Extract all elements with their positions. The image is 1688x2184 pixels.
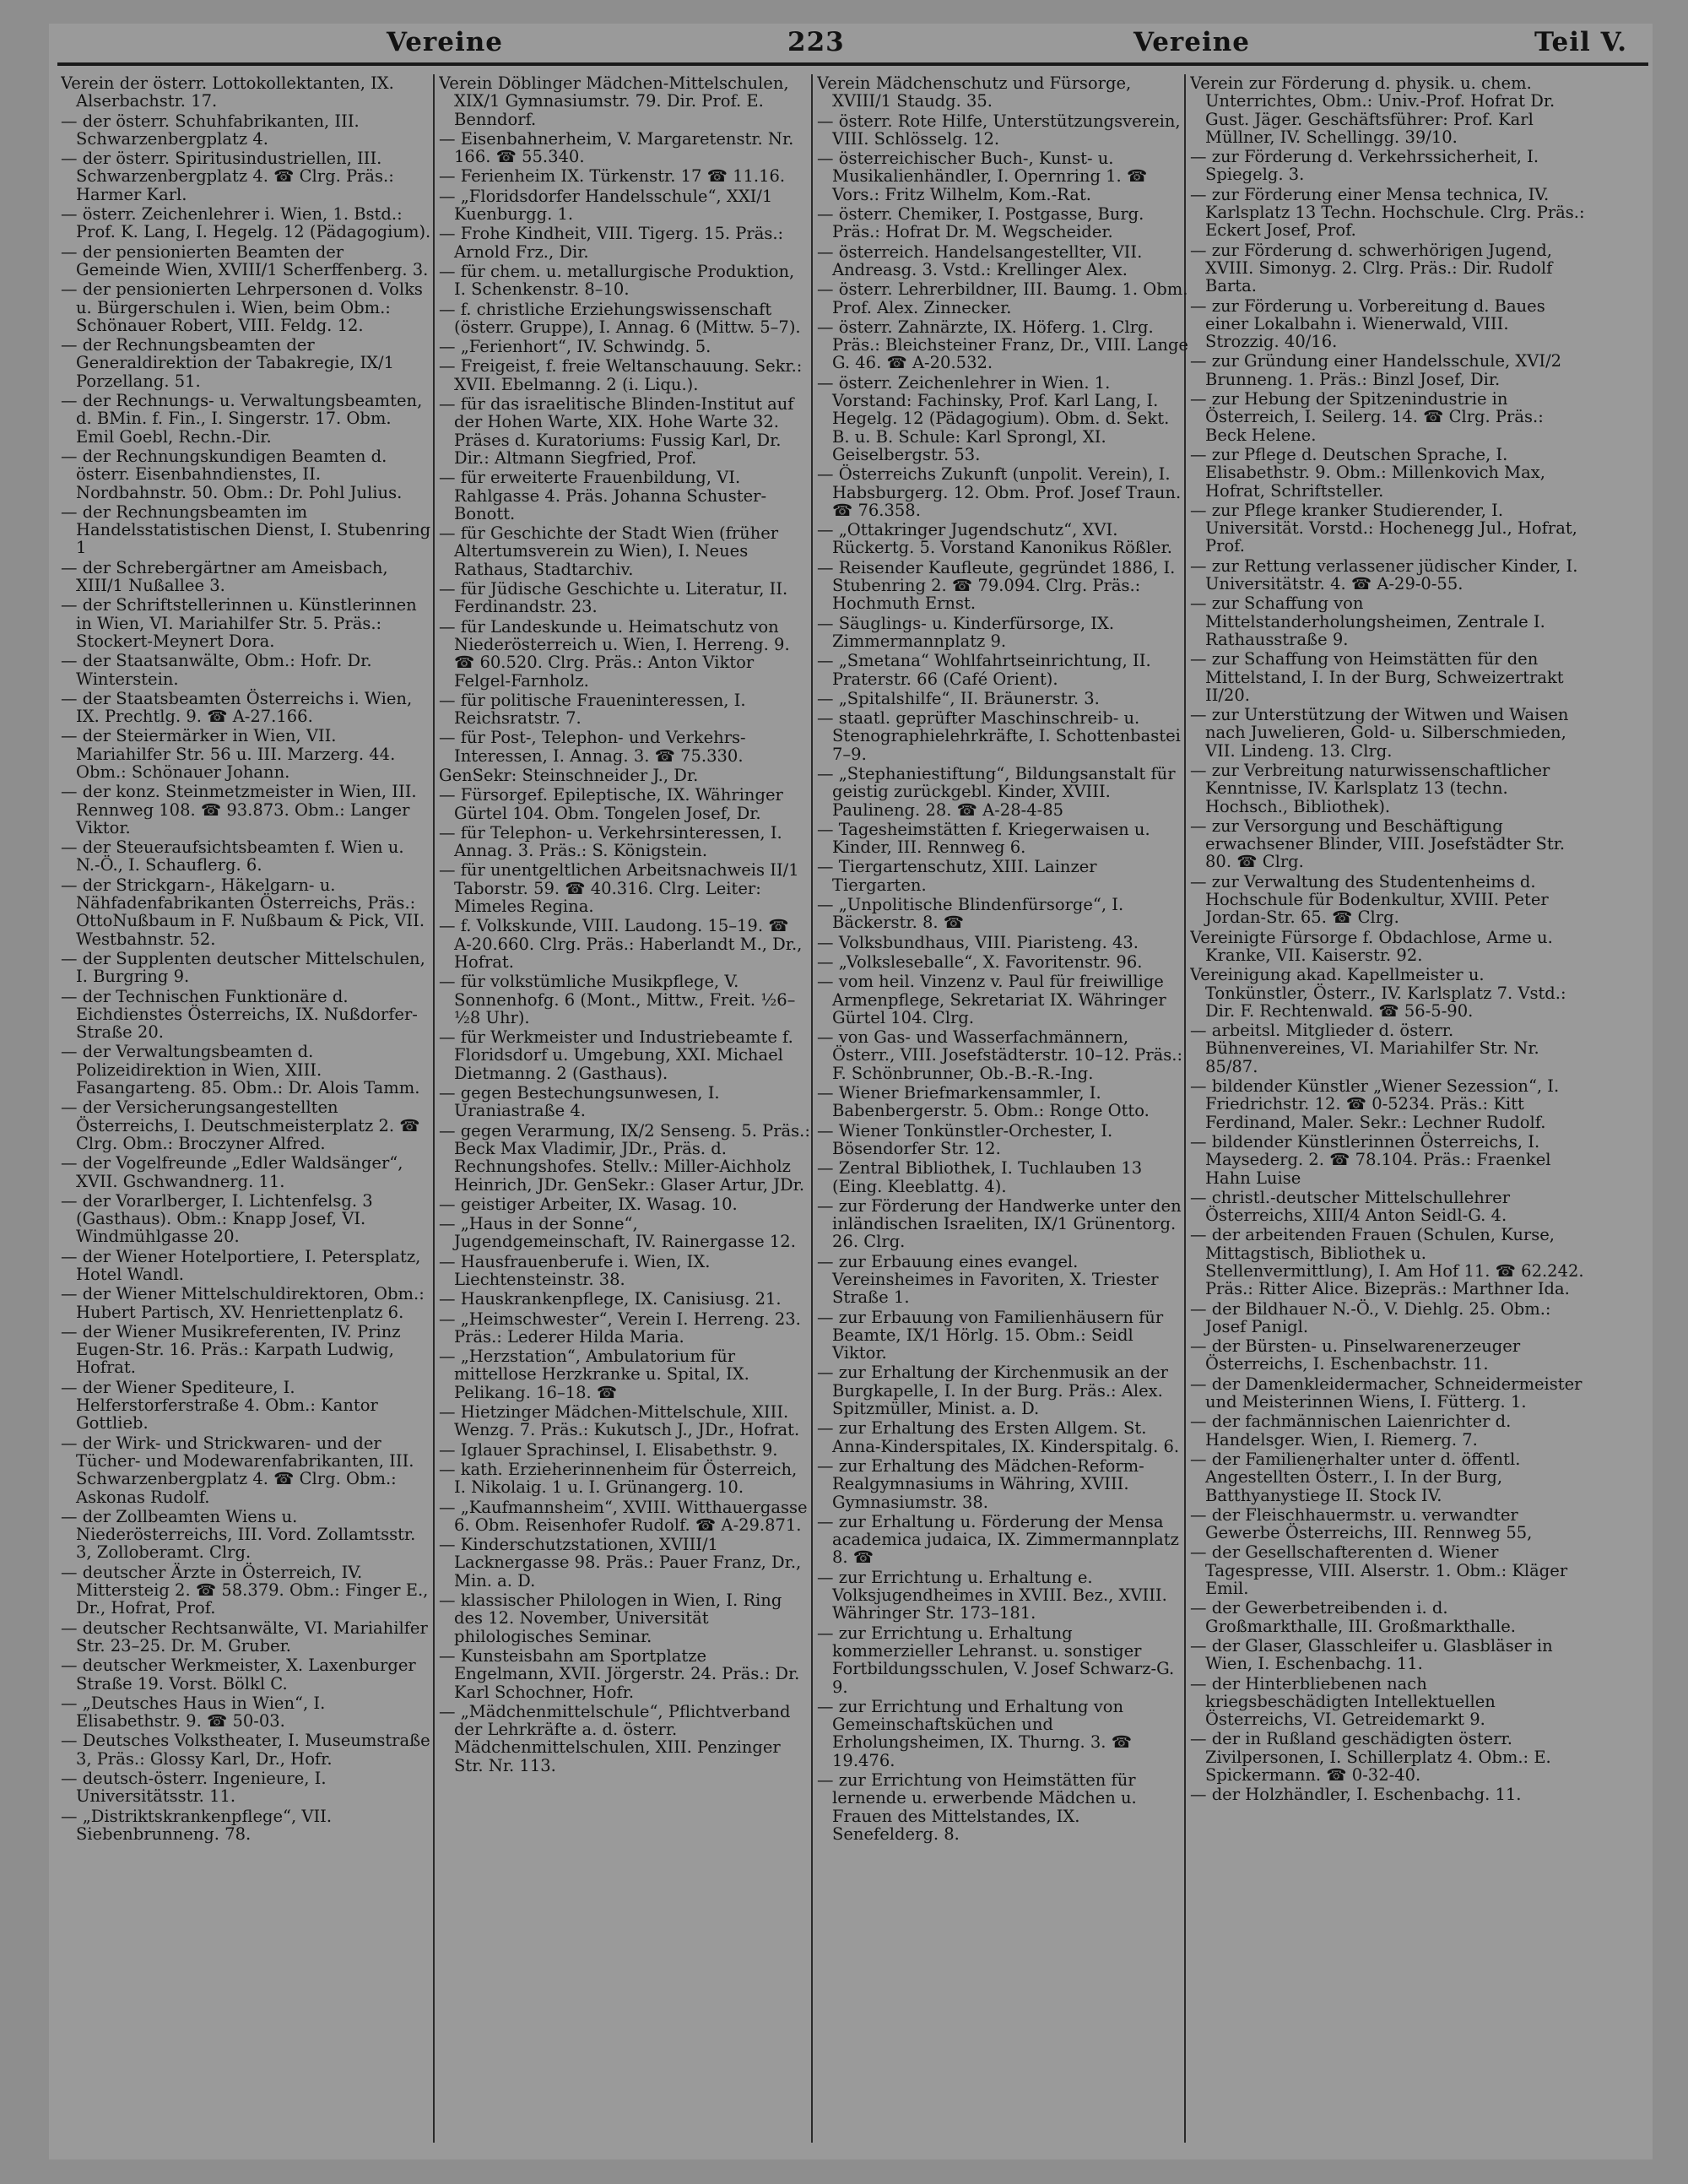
directory-entry: — Fürsorgef. Epileptische, IX. Währinger Gürtel 104. Obm. Tongelen Josef, Dr. xyxy=(439,785,783,823)
directory-entry: — für chem. u. metallurgische Produktion, I. Schenkenstr. 8–10. xyxy=(439,261,795,300)
directory-entry: — Hauskrankenpflege, IX. Canisiusg. 21. xyxy=(439,1289,782,1309)
directory-entry: — zur Erbauung eines evangel. Vereinsheimes in Favoriten, X. Triester Straße 1. xyxy=(817,1251,1159,1308)
directory-entry: — der Rechnungsbeamten im Handelsstatistischen Dienst, I. Stubenring 1 xyxy=(61,501,431,558)
directory-entry: — bildender Künstler „Wiener Sezession“, I. Friedrichstr. 12. ☎ 0-5234. Präs.: Kitt Ferdinand, Maler. Sekr.: Lechner Rudolf. xyxy=(1190,1076,1560,1132)
directory-entry: — arbeitsl. Mitglieder d. österr. Bühnenvereines, VI. Mariahilfer Str. Nr. 85/87. xyxy=(1190,1021,1539,1076)
directory-entry: — zur Förderung d. schwerhörigen Jugend, XVIII. Simonyg. 2. Clrg. Präs.: Dir. Rudolf Barta. xyxy=(1190,240,1553,296)
directory-entry: — Säuglings- u. Kinderfürsorge, IX. Zimmermannplatz 9. xyxy=(817,613,1115,651)
directory-entry: — österr. Lehrerbildner, III. Baumg. 1. Obm. Prof. Alex. Zinnecker. xyxy=(817,279,1188,317)
directory-entry: — zur Erhaltung des Mädchen-Reform-Realgymnasiums in Währing, XVIII. Gymnasiumstr. 38. xyxy=(817,1455,1144,1512)
directory-entry: — zur Verwaltung des Studentenheims d. Hochschule für Bodenkultur, XVIII. Peter Jordan-Str. 65. ☎ Clrg. xyxy=(1190,871,1549,928)
directory-entry: — der Wirk- und Strickwaren- und der Tücher- und Modewarenfabrikanten, III. Schwarzenbergplatz 4. ☎ Clrg. Obm.: Askonas Rudolf. xyxy=(61,1433,414,1507)
directory-entry: — der Supplenten deutscher Mittelschulen, I. Burgring 9. xyxy=(61,948,425,987)
directory-entry: — Tiergartenschutz, XIII. Lainzer Tiergarten. xyxy=(817,857,1097,895)
directory-entry: — für erweiterte Frauenbildung, VI. Rahlgasse 4. Präs. Johanna Schuster-Bonott. xyxy=(439,468,767,523)
directory-entry: — der Versicherungsangestellten Österreichs, I. Deutschmeisterplatz 2. ☎ Clrg. Obm.: Broczyner Alfred. xyxy=(61,1097,420,1153)
directory-entry: — zur Förderung d. Verkehrssicherheit, I. Spiegelg. 3. xyxy=(1190,147,1539,185)
directory-entry: — „Heimschwester“, Verein I. Herreng. 23. Präs.: Lederer Hilda Maria. xyxy=(439,1309,801,1347)
column-1 xyxy=(61,74,432,2143)
directory-entry: — der Familienerhalter unter d. öffentl. Angestellten Österr., I. In der Burg, Batthyanystiege II. Stock IV. xyxy=(1190,1449,1521,1505)
directory-entry: — „Kaufmannsheim“, XVIII. Witthauergasse 6. Obm. Reisenhofer Rudolf. ☎ A-29.871. xyxy=(439,1497,808,1535)
directory-entry: — der Wiener Musikreferenten, IV. Prinz Eugen-Str. 16. Präs.: Karpath Ludwig, Hofrat. xyxy=(61,1321,401,1378)
directory-entry: — Zentral Bibliothek, I. Tuchlauben 13 (Eing. Kleeblattg. 4). xyxy=(817,1158,1143,1196)
directory-entry: — österreichischer Buch-, Kunst- u. Musikalienhändler, I. Opernring 1. ☎ Vors.: Fritz Wilhelm, Kom.-Rat. xyxy=(817,149,1148,204)
directory-entry: — „Stephaniestiftung“, Bildungsanstalt für geistig zurückgebl. Kinder, XVIII. Paulineng. 28. ☎ A-28-4-85 xyxy=(817,763,1176,820)
directory-entry: — „Mädchenmittelschule“, Pflichtverband der Lehrkräfte a. d. österr. Mädchenmittelschulen, XIII. Penzinger Str. Nr. 113. xyxy=(439,1701,791,1775)
directory-entry: — der österr. Schuhfabrikanten, III. Schwarzenbergplatz 4. xyxy=(61,111,360,149)
directory-entry: — für Telephon- u. Verkehrsinteressen, I. Annag. 3. Präs.: S. Königstein. xyxy=(439,822,782,861)
directory-entry: — Kinderschutzstationen, XVIII/1 Lacknergasse 98. Präs.: Pauer Franz, Dr., Min. a. D. xyxy=(439,1535,802,1591)
directory-entry: — zur Erhaltung des Ersten Allgem. St. Anna-Kinderspitales, IX. Kinderspitalg. 6. xyxy=(817,1418,1180,1456)
directory-entry: — österreich. Handelsangestellter, VII. Andreasg. 3. Vstd.: Krellinger Alex. xyxy=(817,241,1143,279)
directory-entry: — „Unpolitische Blindenfürsorge“, I. Bäckerstr. 8. ☎ xyxy=(817,895,1124,933)
directory-entry: — Frohe Kindheit, VIII. Tigerg. 15. Präs.: Arnold Frz., Dir. xyxy=(439,224,784,262)
directory-entry: — Kunsteisbahn am Sportplatze Engelmann, XVII. Jörgerstr. 24. Präs.: Dr. Karl Schochner, Hofr. xyxy=(439,1645,800,1702)
directory-entry: — zur Schaffung von Heimstätten für den Mittelstand, I. In der Burg, Schweizertrakt II/20. xyxy=(1190,649,1564,705)
directory-entry: — für unentgeltlichen Arbeitsnachweis II/1 Taborstr. 59. ☎ 40.316. Clrg. Leiter: Mimeles Regina. xyxy=(439,860,799,917)
directory-entry: — der Zollbeamten Wiens u. Niederösterreichs, III. Vord. Zollamtsstr. 3, Zolloberamt. Clrg. xyxy=(61,1506,416,1563)
directory-entry: — Hietzinger Mädchen-Mittelschule, XIII. Wenzg. 7. Präs.: Kukutsch J., JDr., Hofrat. xyxy=(439,1402,800,1440)
directory-entry: — der Gewerbetreibenden i. d. Großmarkthalle, III. Großmarkthalle. xyxy=(1190,1598,1517,1636)
directory-entry: — Freigeist, f. freie Weltanschauung. Sekr.: XVII. Ebelmanng. 2 (i. Liqu.). xyxy=(439,356,803,394)
directory-entry: — für Werkmeister und Industriebeamte f. Floridsdorf u. Umgebung, XXI. Michael Dietmanng. 2 (Gasthaus). xyxy=(439,1027,793,1083)
directory-entry: — der Holzhändler, I. Eschenbachg. 11. xyxy=(1190,1785,1522,1805)
directory-entry: — zur Verbreitung naturwissenschaftlicher Kenntnisse, IV. Karlsplatz 13 (techn. Hochsch., Bibliothek). xyxy=(1190,760,1550,816)
directory-entry: — zur Errichtung u. Erhaltung kommerzieller Lehranst. u. sonstiger Fortbildungsschulen, V. Josef Schwarz-G. 9. xyxy=(817,1623,1175,1697)
directory-entry: — der pensionierten Beamten der Gemeinde Wien, XVIII/1 Scherffenberg. 3. xyxy=(61,241,429,279)
directory-entry: — deutsch-österr. Ingenieure, I. Universitätsstr. 11. xyxy=(61,1769,327,1807)
directory-entry: — österr. Zeichenlehrer in Wien. 1. Vorstand: Fachinsky, Prof. Karl Lang, I. Hegelg. 12 (Pädagogium). Obm. d. Sekt. B. u. B. Schule: Karl Sprongl, XI. Geiselbergstr. 53. xyxy=(817,372,1170,464)
directory-entry: — Tagesheimstätten f. Kriegerwaisen u. Kinder, III. Rennweg 6. xyxy=(817,819,1150,858)
directory-entry: — der Wiener Hotelportiere, I. Petersplatz, Hotel Wandl. xyxy=(61,1246,421,1284)
directory-entry: — geistiger Arbeiter, IX. Wasag. 10. xyxy=(439,1194,738,1214)
directory-entry: — zur Gründung einer Handelsschule, XVI/2 Brunneng. 1. Präs.: Binzl Josef, Dir. xyxy=(1190,351,1562,389)
directory-entry: — für das israelitische Blinden-Institut auf der Hohen Warte, XIX. Hohe Warte 32. Präses d. Kuratoriums: Fussig Karl, Dr. Dir.: Altmann Siegfried, Prof. xyxy=(439,394,794,468)
directory-entry: — der pensionierten Lehrpersonen d. Volks u. Bürgerschulen i. Wien, beim Obm.: Schönauer Robert, VIII. Feldg. 12. xyxy=(61,279,423,335)
directory-entry: — zur Errichtung von Heimstätten für lernende u. erwerbende Mädchen u. Frauen des Mittelstandes, IX. Senefelderg. 8. xyxy=(817,1770,1137,1844)
directory-entry: — der Schrebergärtner am Ameisbach, XIII/1 Nußallee 3. xyxy=(61,557,388,596)
directory-entry: — zur Errichtung und Erhaltung von Gemeinschaftsküchen und Erholungsheimen, IX. Thurng. 3. ☎ 19.476. xyxy=(817,1696,1132,1770)
directory-entry: — zur Rettung verlassener jüdischer Kinder, I. Universitätstr. 4. ☎ A-29-0-55. xyxy=(1190,555,1578,594)
directory-entry: — der Schriftstellerinnen u. Künstlerinnen in Wien, VI. Mariahilfer Str. 5. Präs.: Stockert-Meynert Dora. xyxy=(61,595,417,651)
directory-entry: — der Strickgarn-, Häkelgarn- u. Nähfadenfabrikanten Österreichs, Präs.: OttoNußbaum in F. Nußbaum & Pick, VII. Westbahnstr. 52. xyxy=(61,875,425,949)
column-4 xyxy=(1190,74,1587,2143)
directory-entry: — der Steiermärker in Wien, VII. Mariahilfer Str. 56 u. III. Marzerg. 44. Obm.: Schönauer Johann. xyxy=(61,726,396,782)
directory-entry: — der Bürsten- u. Pinselwarenerzeuger Österreichs, I. Eschenbachstr. 11. xyxy=(1190,1336,1521,1374)
directory-entry: — der arbeitenden Frauen (Schulen, Kurse, Mittagstisch, Bibliothek u. Stellenvermittlung), I. Am Hof 11. ☎ 62.242. Präs.: Ritter Alice. Bizepräs.: Marthner Ida. xyxy=(1190,1225,1584,1299)
directory-entry: — Ferienheim IX. Türkenstr. 17 ☎ 11.16. xyxy=(439,166,786,187)
directory-page xyxy=(49,24,1653,2160)
directory-entry: — „Floridsdorfer Handelsschule“, XXI/1 Kuenburgg. 1. xyxy=(439,186,773,225)
directory-entry: — deutscher Werkmeister, X. Laxenburger Straße 19. Vorst. Bölkl C. xyxy=(61,1656,416,1694)
directory-entry: — der Rechnungsbeamten der Generaldirektion der Tabakregie, IX/1 Porzellang. 51. xyxy=(61,335,395,391)
directory-entry: — „Volksleseballe“, X. Favoritenstr. 96. xyxy=(817,951,1143,972)
directory-entry: — für Jüdische Geschichte u. Literatur, II. Ferdinandstr. 23. xyxy=(439,579,788,617)
directory-entry: — der Wiener Mittelschuldirektoren, Obm.: Hubert Partisch, XV. Henriettenplatz 6. xyxy=(61,1284,425,1322)
directory-entry: — zur Errichtung u. Erhaltung e. Volksjugendheimes in XVIII. Bez., XVIII. Währinger Str. 173–181. xyxy=(817,1567,1167,1623)
directory-entry: — für Post-, Telephon- und Verkehrs-Interessen, I. Annag. 3. ☎ 75.330. xyxy=(439,728,746,766)
directory-entry: — Hausfrauenberufe i. Wien, IX. Liechtensteinstr. 38. xyxy=(439,1251,711,1289)
directory-entry: — der Hinterbliebenen nach kriegsbeschädigten Intellektuellen Österreichs, VI. Getreidemarkt 9. xyxy=(1190,1673,1496,1730)
directory-entry: — Eisenbahnerheim, V. Margaretenstr. Nr. 166. ☎ 55.340. xyxy=(439,128,794,167)
directory-entry: — staatl. geprüfter Maschinschreib- u. Stenographielehrkräfte, I. Schottenbastei 7–9. xyxy=(817,708,1181,764)
directory-entry: — „Spitalshilfe“, II. Bräunerstr. 3. xyxy=(817,688,1100,708)
directory-entry: GenSekr: Steinschneider J., Dr. xyxy=(439,765,699,785)
directory-entry: — von Gas- und Wasserfachmännern, Österr., VIII. Josefstädterstr. 10–12. Präs.: F. Schönbrunner, Ob.-B.-R.-Ing. xyxy=(817,1027,1183,1083)
directory-entry: — Iglauer Sprachinsel, I. Elisabethstr. 9. xyxy=(439,1439,778,1460)
column-divider xyxy=(433,74,435,2143)
directory-entry: — der Verwaltungsbeamten d. Polizeidirektion in Wien, XIII. Fasangarteng. 85. Obm.: Dr. Alois Tamm. xyxy=(61,1042,420,1098)
directory-entry: — der Steueraufsichtsbeamten f. Wien u. N.-Ö., I. Schauflerg. 6. xyxy=(61,837,404,875)
directory-entry: — vom heil. Vinzenz v. Paul für freiwillige Armenpflege, Sekretariat IX. Währinger Gürtel 104. Clrg. xyxy=(817,972,1166,1027)
directory-entry: — deutscher Rechtsanwälte, VI. Mariahilfer Str. 23–25. Dr. M. Gruber. xyxy=(61,1618,428,1656)
directory-entry: — zur Erhaltung der Kirchenmusik an der Burgkapelle, I. In der Burg. Präs.: Alex. Spitzmüller, Minist. a. D. xyxy=(817,1363,1168,1419)
directory-entry: Vereinigung akad. Kapellmeister u. Tonkünstler, Österr., IV. Karlsplatz 7. Vstd.: Dir. F. Rechtenwald. ☎ 56-5-90. xyxy=(1190,965,1566,1021)
directory-entry: — der Fleischhauermstr. u. verwandter Gewerbe Österreichs, III. Rennweg 55, xyxy=(1190,1504,1533,1543)
directory-entry: — der Vorarlberger, I. Lichtenfelsg. 3 (Gasthaus). Obm.: Knapp Josef, VI. Windmühlgasse 20. xyxy=(61,1190,373,1247)
column-3 xyxy=(817,74,1188,2143)
directory-entry: — gegen Bestechungsunwesen, I. Uraniastraße 4. xyxy=(439,1083,720,1121)
directory-entry: — der österr. Spiritusindustriellen, III. Schwarzenbergplatz 4. ☎ Clrg. Präs.: Harmer Karl. xyxy=(61,149,394,204)
directory-entry: — zur Hebung der Spitzenindustrie in Österreich, I. Seilerg. 14. ☎ Clrg. Präs.: Beck Helene. xyxy=(1190,389,1544,445)
directory-entry: — der Bildhauer N.-Ö., V. Diehlg. 25. Obm.: Josef Panigl. xyxy=(1190,1298,1551,1336)
page-header xyxy=(49,24,1653,59)
directory-entry: Verein der österr. Lottokollektanten, IX. Alserbachstr. 17. xyxy=(61,74,394,111)
directory-entry: — „Ferienhort“, IV. Schwindg. 5. xyxy=(439,337,711,357)
directory-entry: — für politische Fraueninteressen, I. Reichsratstr. 7. xyxy=(439,690,746,729)
directory-entry: — für Landeskunde u. Heimatschutz von Niederösterreich u. Wien, I. Herreng. 9. ☎ 60.520. Clrg. Präs.: Anton Viktor Felgel-Farnholz. xyxy=(439,616,790,691)
directory-entry: — der Vogelfreunde „Edler Waldsänger“, XVII. Gschwandnerg. 11. xyxy=(61,1153,403,1191)
directory-entry: — für Geschichte der Stadt Wien (früher Altertumsverein zu Wien), I. Neues Rathaus, Stadtarchiv. xyxy=(439,523,779,579)
directory-entry: — der fachmännischen Laienrichter d. Handelsger. Wien, I. Riemerg. 7. xyxy=(1190,1412,1512,1450)
directory-entry: — der Glaser, Glasschleifer u. Glasbläser in Wien, I. Eschenbachg. 11. xyxy=(1190,1635,1553,1674)
directory-entry: — f. christliche Erziehungswissenschaft (österr. Gruppe), I. Annag. 6 (Mittw. 5–7). xyxy=(439,299,801,337)
column-2 xyxy=(439,74,810,2143)
directory-entry: — zur Förderung einer Mensa technica, IV. Karlsplatz 13 Techn. Hochschule. Clrg. Präs.: Eckert Josef, Prof. xyxy=(1190,184,1585,241)
directory-entry: — der Staatsbeamten Österreichs i. Wien, IX. Prechtlg. 9. ☎ A-27.166. xyxy=(61,688,413,727)
directory-entry: — zur Förderung der Handwerke unter den inländischen Israeliten, IX/1 Grünentorg. 26. Clrg. xyxy=(817,1195,1182,1252)
directory-entry: — „Smetana“ Wohlfahrtseinrichtung, II. Praterstr. 66 (Café Orient). xyxy=(817,651,1151,689)
directory-entry: — der Rechnungs- u. Verwaltungsbeamten, d. BMin. f. Fin., I. Singerstr. 17. Obm. Emil Goebl, Rechn.-Dir. xyxy=(61,391,423,447)
directory-entry: — österr. Zahnärzte, IX. Höferg. 1. Clrg. Präs.: Bleichsteiner Franz, Dr., VIII. Lange G. 46. ☎ A-20.532. xyxy=(817,317,1188,373)
directory-entry: — der Staatsanwälte, Obm.: Hofr. Dr. Winterstein. xyxy=(61,651,372,689)
directory-entry: — „Distriktskrankenpflege“, VII. Siebenbrunneng. 78. xyxy=(61,1806,333,1844)
directory-entry: — zur Pflege d. Deutschen Sprache, I. Elisabethstr. 9. Obm.: Millenkovich Max, Hofrat, Schriftsteller. xyxy=(1190,444,1545,501)
directory-entry: — klassischer Philologen in Wien, I. Ring des 12. November, Universität philologisches Seminar. xyxy=(439,1591,782,1646)
directory-entry: — der Damenkleidermacher, Schneidermeister und Meisterinnen Wiens, I. Fütterg. 1. xyxy=(1190,1374,1582,1412)
directory-entry: — zur Erbauung von Familienhäusern für Beamte, IX/1 Hörlg. 15. Obm.: Seidl Viktor. xyxy=(817,1307,1164,1363)
header-part-label: Teil V. xyxy=(1534,27,1628,57)
directory-entry: — zur Pflege kranker Studierender, I. Universität. Vorstd.: Hochenegg Jul., Hofrat, Prof. xyxy=(1190,500,1577,556)
directory-entry: — der Gesellschafterenten d. Wiener Tagespresse, VIII. Alserstr. 1. Obm.: Kläger Emil. xyxy=(1190,1542,1568,1599)
directory-entry: — bildender Künstlerinnen Österreichs, I. Maysederg. 2. ☎ 78.104. Präs.: Fraenkel Hahn Luise xyxy=(1190,1131,1551,1188)
directory-entry: — gegen Verarmung, IX/2 Senseng. 5. Präs.: Beck Max Vladimir, JDr., Präs. d. Rechnungshofes. Stellv.: Miller-Aichholz Heinrich, JDr. GenSekr.: Glaser Artur, JDr. xyxy=(439,1120,810,1195)
directory-entry: — zur Versorgung und Beschäftigung erwachsener Blinder, VIII. Josefstädter Str. 80. ☎ Clrg. xyxy=(1190,816,1566,872)
column-divider xyxy=(811,74,813,2143)
directory-entry: — zur Schaffung von Mittelstanderholungsheimen, Zentrale I. Rathausstraße 9. xyxy=(1190,593,1545,649)
directory-entry: — „Herzstation“, Ambulatorium für mittellose Herzkranke u. Spital, IX. Pelikang. 16–18. ☎ xyxy=(439,1347,749,1402)
directory-entry: — Reisender Kaufleute, gegründet 1886, I. Stubenring 2. ☎ 79.094. Clrg. Präs.: Hochmuth Ernst. xyxy=(817,557,1176,614)
directory-entry: — f. Volkskunde, VIII. Laudong. 15–19. ☎ A-20.660. Clrg. Präs.: Haberlandt M., Dr., Hofrat. xyxy=(439,916,803,972)
directory-entry: — Volksbundhaus, VIII. Piaristeng. 43. xyxy=(817,932,1139,952)
directory-entry: — christl.-deutscher Mittelschullehrer Österreichs, XIII/4 Anton Seidl-G. 4. xyxy=(1190,1187,1511,1226)
directory-entry: — Deutsches Volkstheater, I. Museumstraße 3, Präs.: Glossy Karl, Dr., Hofr. xyxy=(61,1731,430,1769)
directory-entry: — der Wiener Spediteure, I. Helferstorferstraße 4. Obm.: Kantor Gottlieb. xyxy=(61,1377,378,1433)
directory-entry: — österr. Zeichenlehrer i. Wien, 1. Bstd.: Prof. K. Lang, I. Hegelg. 12 (Pädagogium). xyxy=(61,204,431,242)
directory-entry: — der konz. Steinmetzmeister in Wien, III. Rennweg 108. ☎ 93.873. Obm.: Langer Viktor. xyxy=(61,782,417,837)
directory-entry: — zur Unterstützung der Witwen und Waisen nach Juwelieren, Gold- u. Silberschmieden, VII. Lindeng. 13. Clrg. xyxy=(1190,705,1569,761)
directory-entry: — deutscher Ärzte in Österreich, IV. Mittersteig 2. ☎ 58.379. Obm.: Finger E., Dr., Hofrat, Prof. xyxy=(61,1562,429,1618)
directory-entry: Verein Döblinger Mädchen-Mittelschulen, XIX/1 Gymnasiumstr. 79. Dir. Prof. E. Benndorf. xyxy=(439,74,789,129)
header-rule xyxy=(57,62,1648,66)
directory-entry: — „Haus in der Sonne“, Jugendgemeinschaft, IV. Rainergasse 12. xyxy=(439,1214,796,1252)
directory-entry: — kath. Erzieherinnenheim für Österreich, I. Nikolaig. 1 u. I. Grünangerg. 10. xyxy=(439,1459,798,1498)
directory-entry: — der Rechnungskundigen Beamten d. österr. Eisenbahndienstes, II. Nordbahnstr. 50. Obm.: Dr. Pohl Julius. xyxy=(61,446,403,502)
header-left-title: Vereine xyxy=(387,27,504,57)
page-number: 223 xyxy=(787,27,845,57)
directory-entry: Verein zur Förderung d. physik. u. chem. Unterrichtes, Obm.: Univ.-Prof. Hofrat Dr. Gust. Jäger. Geschäftsführer: Prof. Karl Müllner, IV. Schellingg. 39/10. xyxy=(1190,74,1555,147)
directory-entry: — Österreichs Zukunft (unpolit. Verein), I. Habsburgerg. 12. Obm. Prof. Josef Traun. ☎ 76.358. xyxy=(817,464,1182,520)
directory-entry: — für volkstümliche Musikpflege, V. Sonnenhofg. 6 (Mont., Mittw., Freit. ½6–½8 Uhr). xyxy=(439,972,796,1027)
header-right-title: Vereine xyxy=(1133,27,1251,57)
directory-entry: — zur Förderung u. Vorbereitung d. Baues einer Lokalbahn i. Wienerwald, VIII. Strozzig. 40/16. xyxy=(1190,295,1545,352)
directory-entry: — zur Erhaltung u. Förderung der Mensa academica judaica, IX. Zimmermannplatz 8. ☎ xyxy=(817,1511,1179,1568)
directory-entry: Vereinigte Fürsorge f. Obdachlose, Arme u. Kranke, VII. Kaiserstr. 92. xyxy=(1190,927,1553,965)
directory-entry: — österr. Chemiker, I. Postgasse, Burg. Präs.: Hofrat Dr. M. Wegscheider. xyxy=(817,204,1144,242)
directory-entry: — der Technischen Funktionäre d. Eichdienstes Österreichs, IX. Nußdorfer-Straße 20. xyxy=(61,986,418,1043)
directory-entry: — Wiener Briefmarkensammler, I. Babenbergerstr. 5. Obm.: Ronge Otto. xyxy=(817,1083,1150,1121)
directory-entry: Verein Mädchenschutz und Fürsorge, XVIII/1 Staudg. 35. xyxy=(817,74,1132,111)
directory-entry: — „Ottakringer Jugendschutz“, XVI. Rückertg. 5. Vorstand Kanonikus Rößler. xyxy=(817,520,1172,558)
directory-entry: — österr. Rote Hilfe, Unterstützungsverein, VIII. Schlösselg. 12. xyxy=(817,111,1181,149)
directory-entry: — der in Rußland geschädigten österr. Zivilpersonen, I. Schillerplatz 4. Obm.: E. Spickermann. ☎ 0-32-40. xyxy=(1190,1729,1551,1786)
directory-entry: — „Deutsches Haus in Wien“, I. Elisabethstr. 9. ☎ 50-03. xyxy=(61,1693,326,1731)
directory-entry: — Wiener Tonkünstler-Orchester, I. Bösendorfer Str. 12. xyxy=(817,1120,1113,1158)
